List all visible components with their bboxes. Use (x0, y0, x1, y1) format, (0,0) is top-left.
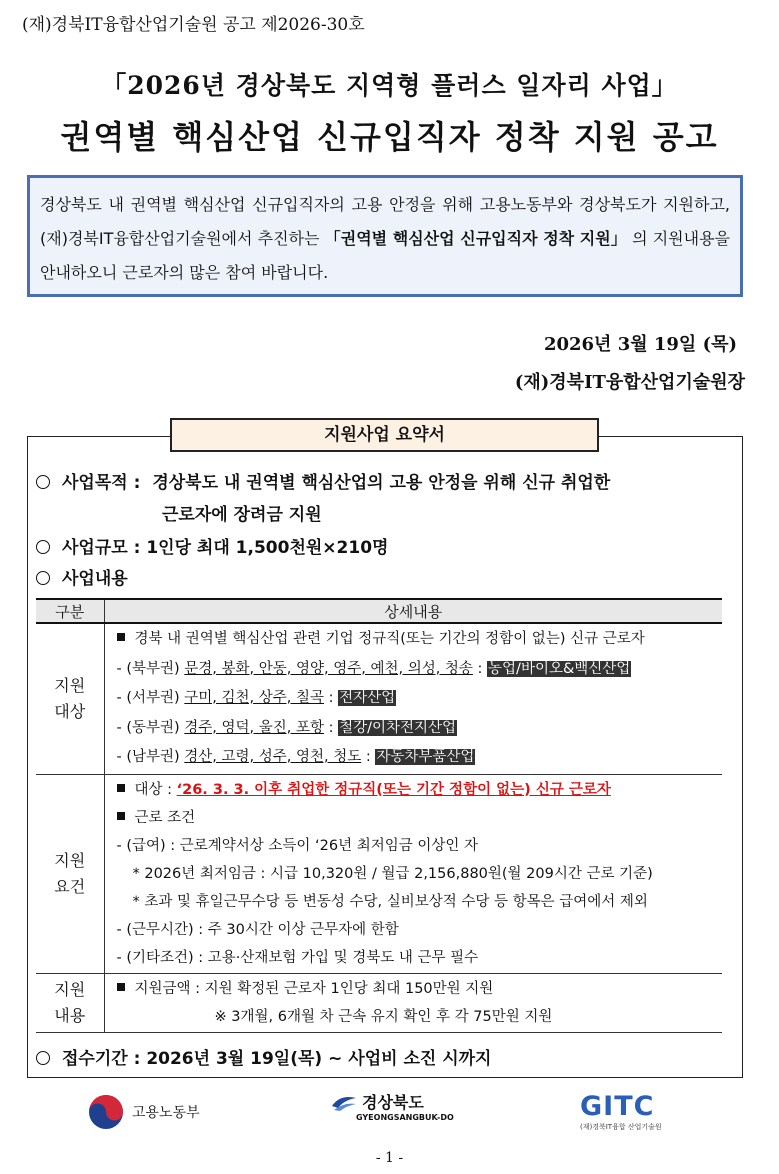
industry-badge: 전자산업 (339, 690, 396, 706)
period-text: 접수기간 : 2026년 3월 19일(목) ~ 사업비 소진 시까지 (62, 1049, 492, 1069)
notice-number: (재)경북IT융합산업기술원 공고 제2026-30호 (22, 15, 365, 35)
purpose-label: 사업목적 : (62, 473, 141, 493)
support-row (36, 973, 722, 1032)
industry-badge: 철강/이차전지산업 (339, 719, 457, 736)
region-north: - (북부권) 문경, 봉화, 안동, 영양, 영주, 예천, 의성, 청송 : 농업/바이오&백신산업 (116, 660, 631, 677)
region-east: - (동부권) 경주, 영덕, 울진, 포항 : 철강/이차전지산업 (116, 719, 457, 736)
target-category: 지원 대상 (36, 623, 104, 774)
conditions-label: 근로 조건 (134, 809, 196, 826)
target-intro: 경북 내 권역별 핵심산업 관련 기업 정규직(또는 기간의 정함이 없는) 신규 근로자 (134, 631, 645, 647)
circle-bullet-icon (36, 540, 50, 554)
industry-badge: 농업/바이오&백신산업 (488, 660, 631, 677)
purpose-text-2: 근로자에 장려금 지원 (162, 505, 322, 525)
wage-condition: - (급여) : 근로계약서상 소득이 ‘26년 최저임금 이상인 자 (116, 837, 479, 854)
wage-note-1: * 2026년 최저임금 : 시급 10,320원 / 월급 2,156,880원(월 209시간 근로 기준) (132, 865, 653, 882)
square-bullet-icon (117, 633, 125, 641)
support-note: ※ 3개월, 6개월 차 근속 유지 확인 후 각 75만원 지원 (214, 1008, 553, 1025)
page-number: - 1 - (375, 1150, 404, 1166)
square-bullet-icon (117, 784, 125, 792)
summary-title: 지원사업 요약서 (170, 418, 599, 452)
region-west: - (서부권) 구미, 김천, 상주, 칠곡 : 전자산업 (116, 690, 396, 706)
intro-text-c: 의 지원내용을 안내하오니 근로자의 많은 참여 바랍니다. (40, 229, 730, 282)
col-detail-header: 상세내용 (104, 599, 722, 623)
purpose-text-1: 경상북도 내 권역별 핵심산업의 고용 안정을 위해 신규 취업한 (152, 473, 611, 493)
industry-badge: 자동차부품산업 (376, 749, 475, 765)
square-bullet-icon (117, 812, 125, 820)
support-amount: 지원금액 : 지원 확정된 근로자 1인당 최대 150만원 지원 (134, 980, 494, 997)
purpose-bullet (36, 468, 610, 493)
requirements-row: 지원 요건 대상 : ‘26. 3. 3. 이후 취업한 정규직(또는 기간 정함이 없는) 신규 근로자 근로 조건 - (급여) : 근로계약서상 소득이 ‘26년 최저임금 이상인 자 * 2026년 최저임금 : 시급 10,320원 / 월급 2,156,880원(월 209시간 근로 기준) * 초과 및 휴일근무수당 등 변동성 수당, 실비보상적 수당 등 항목은 급여에서 제외 - (근무시간) : 주 30시간 이상 근무자에 한함 - (기타조건) : 고용·산재보험 가입 및 경북도 내 근무 필수 (36, 774, 722, 973)
scale-text: 사업규모 : 1인당 최대 1,500천원×210명 (62, 538, 389, 558)
region-south: - (남부권) 경산, 고령, 성주, 영천, 청도 : 자동차부품산업 (116, 749, 475, 765)
gitc-subtitle: (재)경북IT융합 산업기술원 (580, 1123, 662, 1131)
moel-logo (88, 1094, 200, 1130)
square-bullet-icon (117, 983, 125, 991)
scale-bullet (36, 533, 388, 558)
notice-date: 2026년 3월 19일 (목) (543, 334, 737, 355)
intro-box (27, 175, 743, 297)
content-bullet (36, 564, 128, 589)
circle-bullet-icon (36, 475, 50, 489)
col-category-header: 구분 (36, 599, 104, 623)
intro-text-a: 경상북도 내 권역별 핵심산업 신규입직자의 고용 안정을 위해 고용노동부와 경상북도가 지원하고, (재)경북IT융합산업기술원에서 추진하는 (40, 195, 730, 248)
target-row (36, 623, 722, 774)
title-line-2: 권역별 핵심산업 신규입직자 정착 지원 공고 (60, 118, 719, 156)
gyeongbuk-name-ko: 경상북도 (362, 1093, 424, 1112)
other-condition: - (기타조건) : 고용·산재보험 가입 및 경북도 내 근무 필수 (116, 949, 479, 966)
gyeongbuk-emblem-icon (330, 1092, 358, 1112)
eligibility-highlight: ‘26. 3. 3. 이후 취업한 정규직(또는 기간 정함이 없는) 신규 근로자 (176, 781, 611, 798)
circle-bullet-icon (36, 1051, 50, 1065)
content-label: 사업내용 (62, 569, 128, 589)
gitc-logo (580, 1092, 662, 1132)
support-category: 지원 내용 (36, 973, 104, 1032)
moel-name: 고용노동부 (132, 1105, 200, 1121)
gitc-wordmark: GITC (580, 1091, 655, 1122)
wage-note-2: * 초과 및 휴일근무수당 등 변동성 수당, 실비보상적 수당 등 항목은 급여에서 제외 (132, 893, 648, 910)
organization-name: (재)경북IT융합산업기술원장 (514, 372, 745, 393)
requirements-category: 지원 요건 (36, 774, 104, 973)
hours-condition: - (근무시간) : 주 30시간 이상 근무자에 한함 (116, 921, 399, 938)
intro-text-b: 「권역별 핵심산업 신규입직자 정착 지원」 (324, 229, 627, 248)
gyeongbuk-name-en: GYEONGSANGBUK-DO (356, 1113, 454, 1122)
footer-logos (0, 1090, 779, 1140)
period-bullet (36, 1044, 491, 1069)
detail-table (36, 598, 722, 1033)
taegeuk-icon (88, 1094, 124, 1130)
circle-bullet-icon (36, 571, 50, 585)
title-line-1: 「2026년 경상북도 지역형 플러스 일자리 사업」 (101, 71, 678, 100)
gyeongbuk-logo (330, 1090, 454, 1122)
